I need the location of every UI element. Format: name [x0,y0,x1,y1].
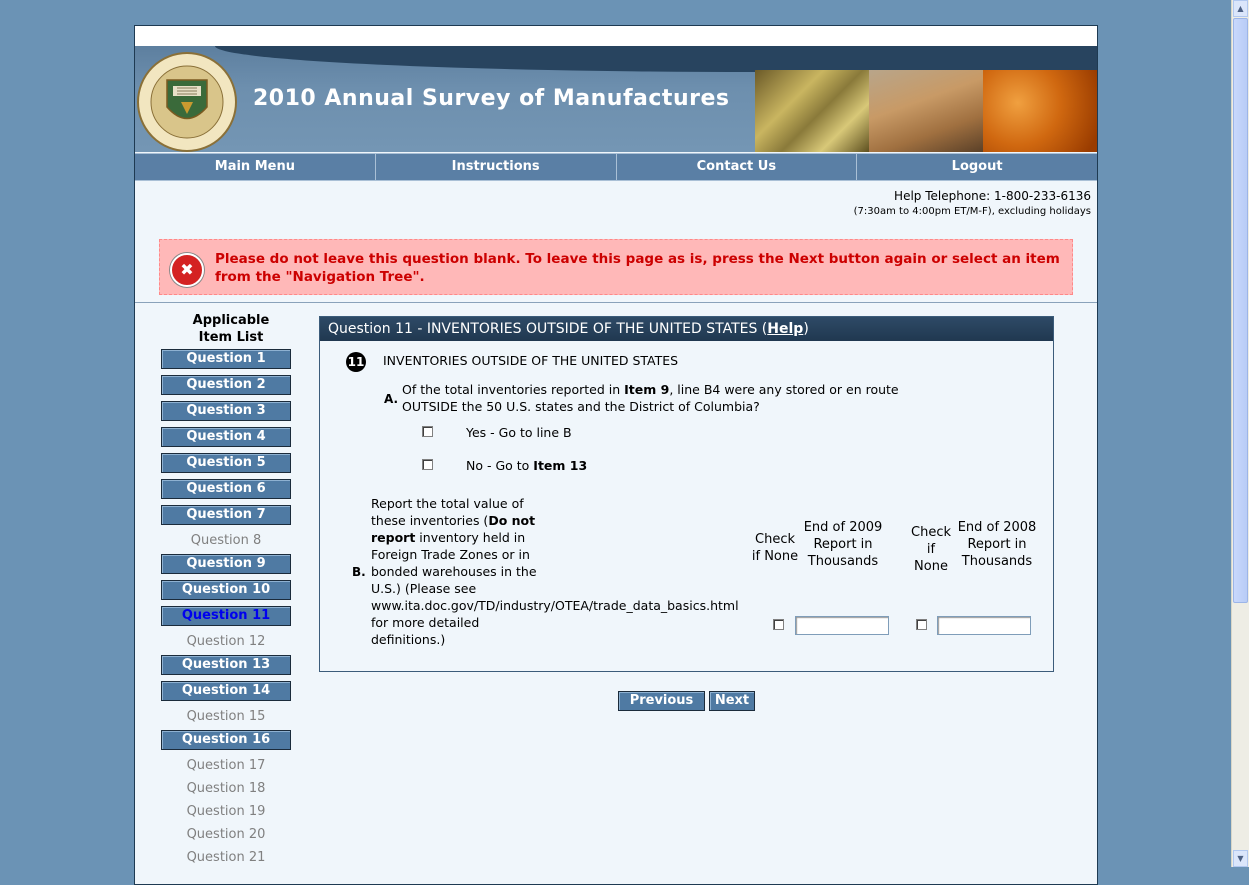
sidebar-question-17: Question 17 [186,758,266,773]
scroll-up-arrow-icon[interactable]: ▲ [1233,0,1248,17]
question-title: INVENTORIES OUTSIDE OF THE UNITED STATES [383,353,679,368]
site-banner [135,46,1097,152]
part-a-text [402,381,962,415]
part-a-item-ref: Item 9 [624,382,670,397]
error-icon: ✖ [170,253,204,287]
check-2009-line1: Check [755,532,795,547]
sidebar-question-12: Question 12 [186,634,266,649]
end-2008-header [952,519,1042,570]
part-b-line8: for more detailed [371,615,480,630]
end-2009-line2: Report in [813,537,873,552]
no-checkbox[interactable] [422,459,433,470]
banner-photo-boxes [869,70,983,152]
sidebar-question-3[interactable]: Question 3 [161,401,291,421]
part-b-line2b: Do not [488,513,536,528]
sidebar-question-20: Question 20 [186,827,266,842]
check-2008-line2: if [926,542,936,557]
yes-checkbox[interactable] [422,426,433,437]
sidebar-question-10[interactable]: Question 10 [161,580,291,600]
check-none-2009-checkbox[interactable] [773,619,784,630]
part-a-text-2: , line B4 were any stored or en route [669,382,899,397]
vertical-scrollbar[interactable] [1231,0,1249,867]
part-a-text-line2: OUTSIDE the 50 U.S. states and the District of Columbia? [402,399,760,414]
sidebar-question-13[interactable]: Question 13 [161,655,291,675]
part-b-line3a: inventory held in [415,530,526,545]
no-label-item: Item 13 [533,458,588,473]
question-header [320,317,1053,341]
end-2008-input[interactable] [937,616,1031,635]
part-b-line2a: these inventories ( [371,513,489,528]
help-link[interactable]: Help [767,321,804,337]
sidebar-question-8: Question 8 [190,533,262,548]
nav-instructions[interactable]: Instructions [376,154,617,180]
main-nav [135,153,1097,181]
nav-logout[interactable]: Logout [951,159,1003,174]
top-strip [135,26,1097,46]
next-button[interactable]: Next [709,691,755,711]
check-none-2008-checkbox[interactable] [916,619,927,630]
sidebar-question-19: Question 19 [186,804,266,819]
end-2009-input[interactable] [795,616,889,635]
check-2008-line1: Check [911,525,951,540]
page-frame [134,25,1098,885]
banner-photo-screws [755,70,869,152]
banner-curve [215,46,1097,72]
part-b-line2 [371,512,751,529]
sidebar-question-4[interactable]: Question 4 [161,427,291,447]
sidebar-question-14[interactable]: Question 14 [161,681,291,701]
check-none-2008-label [908,524,954,575]
part-b-line3 [371,529,751,546]
end-2009-header [798,519,888,570]
question-panel [319,316,1054,672]
sidebar-title-line1: Applicable [192,313,270,328]
no-label [466,458,587,473]
sidebar-question-18: Question 18 [186,781,266,796]
part-b-line1: Report the total value of [371,496,524,511]
part-b-line7: www.ita.doc.gov/TD/industry/OTEA/trade_data_basics.html [371,598,739,613]
sidebar-question-15: Question 15 [186,709,266,724]
sidebar-title [161,312,301,346]
check-none-2009-label [750,531,800,565]
site-title: 2010 Annual Survey of Manufactures [253,86,730,111]
part-b-letter: B. [352,565,366,579]
part-a-text-1: Of the total inventories reported in [402,382,625,397]
sidebar-question-9[interactable]: Question 9 [161,554,291,574]
no-label-prefix: No - Go to [466,458,534,473]
part-b-line5: bonded warehouses in the [371,564,537,579]
question-header-title: Question 11 - INVENTORIES OUTSIDE OF THE UNITED STATES ( [328,321,768,337]
part-b-text [371,495,751,648]
error-message-box [159,239,1073,295]
sidebar-question-11[interactable]: Question 11 [161,606,291,626]
part-b-line4: Foreign Trade Zones or in [371,547,530,562]
sidebar-question-16[interactable]: Question 16 [161,730,291,750]
question-number-badge: 11 [346,352,366,372]
error-message: Please do not leave this question blank. To leave this page as is, press the Next button again or select an item from the "Navigation Tree". [215,251,1060,285]
nav-contact-us[interactable]: Contact Us [617,154,858,180]
help-hours: (7:30am to 4:00pm ET/M-F), excluding holidays [853,206,1091,217]
part-b-line9: definitions.) [371,632,446,647]
sidebar-question-6[interactable]: Question 6 [161,479,291,499]
end-2008-line3: Thousands [961,554,1033,569]
sidebar-question-2[interactable]: Question 2 [161,375,291,395]
check-2009-line2: if None [751,549,799,564]
banner-photo-oranges [983,70,1097,152]
sidebar-question-5[interactable]: Question 5 [161,453,291,473]
end-2009-line1: End of 2009 [803,520,883,535]
previous-button[interactable]: Previous [618,691,705,711]
yes-label: Yes - Go to line B [466,425,572,440]
check-2008-line3: None [914,559,948,574]
question-header-suffix: ) [803,321,809,337]
divider [135,302,1097,303]
end-2008-line1: End of 2008 [957,520,1037,535]
part-a-letter: A. [384,392,399,406]
end-2008-line2: Report in [967,537,1027,552]
census-seal-logo [137,52,237,152]
part-b-line6: U.S.) (Please see [371,581,477,596]
scroll-thumb[interactable] [1233,18,1248,603]
part-b-line3b: report [371,530,416,545]
help-contact [854,189,1091,217]
nav-main-menu[interactable]: Main Menu [135,154,376,180]
sidebar-question-7[interactable]: Question 7 [161,505,291,525]
end-2009-line3: Thousands [807,554,879,569]
sidebar-question-21: Question 21 [186,850,266,865]
help-telephone: Help Telephone: 1-800-233-6136 [894,189,1091,203]
scroll-down-arrow-icon[interactable]: ▼ [1233,850,1248,867]
sidebar-question-1[interactable]: Question 1 [161,349,291,369]
sidebar-title-line2: Item List [198,330,264,345]
